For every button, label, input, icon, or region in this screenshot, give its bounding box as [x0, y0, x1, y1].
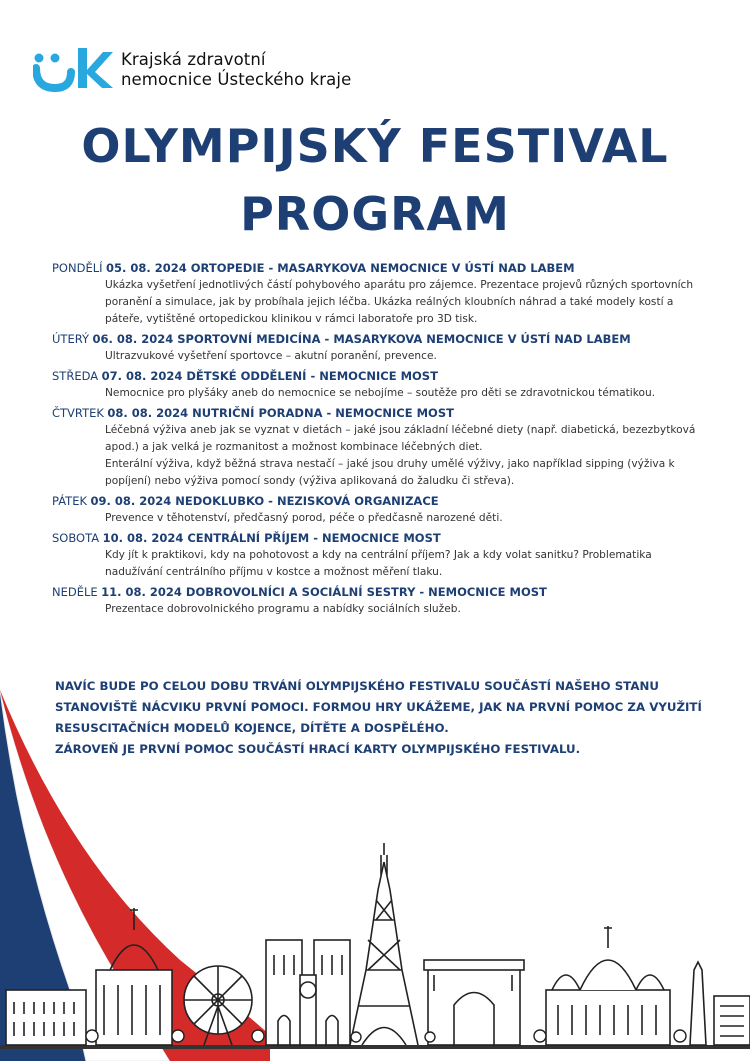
day-description — [105, 601, 732, 618]
desc-line: Nemocnice pro plyšáky aneb do nemocnice se nebojíme – soutěže pro děti se zdravotnickou tématikou. — [105, 387, 656, 399]
logo-text — [121, 50, 351, 90]
day-name: PÁTEK — [52, 494, 88, 508]
note-line: RESUSCITAČNÍCH MODELŮ KOJENCE, DÍTĚTE A DOSPĚLÉHO. — [55, 721, 449, 735]
page-subtitle: PROGRAM — [240, 187, 510, 241]
desc-line: Prezentace dobrovolnického programu a nabídky sociálních služeb. — [105, 603, 461, 615]
day-tuesday — [52, 331, 732, 365]
day-sunday — [52, 584, 732, 618]
program-list — [52, 260, 732, 621]
desc-line: Kdy jít k praktikovi, kdy na pohotovost a kdy na centrální příjem? Jak a kdy volat sanitku? Problematika — [105, 549, 652, 561]
paris-skyline-icon — [0, 690, 750, 1061]
day-title: 05. 08. 2024 ORTOPEDIE - MASARYKOVA NEMOCNICE V ÚSTÍ NAD LABEM — [106, 261, 575, 275]
day-saturday — [52, 530, 732, 581]
logo-line-2: nemocnice Ústeckého kraje — [121, 70, 352, 89]
note-line: NAVÍC BUDE PO CELOU DOBU TRVÁNÍ OLYMPIJSKÉHO FESTIVALU SOUČÁSTÍ NAŠEHO STANU — [55, 679, 659, 693]
day-description — [105, 385, 732, 402]
desc-line: poranění a simulace, jak by probíhala jejich léčba. Ukázka reálných kloubních náhrad a také modely kostí a — [105, 296, 674, 308]
day-thursday — [52, 405, 732, 490]
day-description — [105, 422, 732, 490]
day-name: SOBOTA — [52, 531, 100, 545]
desc-line: nadužívání centrálního příjmu v kostce a možnost měření tlaku. — [105, 566, 443, 578]
day-title: 09. 08. 2024 NEDOKLUBKO - NEZISKOVÁ ORGANIZACE — [90, 494, 439, 508]
desc-line: Prevence v těhotenství, předčasný porod, péče o předčasně narozené děti. — [105, 512, 503, 524]
note-line: ZÁROVEŇ JE PRVNÍ POMOC SOUČÁSTÍ HRACÍ KARTY OLYMPIJSKÉHO FESTIVALU. — [55, 742, 581, 756]
day-description — [105, 348, 732, 365]
kzn-logo-icon — [33, 44, 113, 94]
day-name: PONDĚLÍ — [52, 261, 103, 275]
desc-line: Léčebná výživa aneb jak se vyznat v dietách – jaké jsou základní léčebné diety (např. diabetická, bezezbytková — [105, 424, 696, 436]
desc-line: apod.) a jak velká je rozmanitost a možnost kombinace léčebných diet. — [105, 441, 483, 453]
day-title: 06. 08. 2024 SPORTOVNÍ MEDICÍNA - MASARYKOVA NEMOCNICE V ÚSTÍ NAD LABEM — [92, 332, 631, 346]
desc-line: Ukázka vyšetření jednotlivých částí pohybového aparátu pro zájemce. Prezentace projevů různých sportovních — [105, 279, 694, 291]
desc-line: Ultrazvukové vyšetření sportovce – akutní poranění, prevence. — [105, 350, 437, 362]
page-title: OLYMPIJSKÝ FESTIVAL — [81, 119, 669, 173]
day-name: STŘEDA — [52, 369, 99, 383]
day-title: 10. 08. 2024 CENTRÁLNÍ PŘÍJEM - NEMOCNICE MOST — [102, 531, 441, 545]
day-title: 11. 08. 2024 DOBROVOLNÍCI A SOCIÁLNÍ SESTRY - NEMOCNICE MOST — [101, 585, 547, 599]
day-description — [105, 547, 732, 581]
day-title: 08. 08. 2024 NUTRIČNÍ PORADNA - NEMOCNICE MOST — [107, 406, 454, 420]
day-name: ÚTERÝ — [52, 332, 89, 346]
day-description — [105, 277, 732, 328]
day-monday — [52, 260, 732, 328]
note-line: STANOVIŠTĚ NÁCVIKU PRVNÍ POMOCI. FORMOU HRY UKÁŽEME, JAK NA PRVNÍ POMOC ZA VYUŽITÍ — [55, 700, 702, 714]
day-name: NEDĚLE — [52, 585, 98, 599]
day-description — [105, 510, 732, 527]
day-wednesday — [52, 368, 732, 402]
kzn-logo — [33, 44, 352, 94]
day-name: ČTVRTEK — [52, 406, 104, 420]
desc-line: páteře, vytištěné ortopedickou klinikou v rámci laboratoře pro 3D tisk. — [105, 313, 478, 325]
day-title: 07. 08. 2024 DĚTSKÉ ODDĚLENÍ - NEMOCNICE MOST — [101, 369, 438, 383]
day-friday — [52, 493, 732, 527]
desc-line: Enterální výživa, když běžná strava nestačí – jaké jsou druhy umělé výživy, jako například sipping (výživa k — [105, 458, 675, 470]
desc-line: popíjení) nebo výživa pomocí sondy (výživa aplikovaná do žaludku či střeva). — [105, 475, 515, 487]
logo-line-1: Krajská zdravotní — [121, 50, 266, 69]
